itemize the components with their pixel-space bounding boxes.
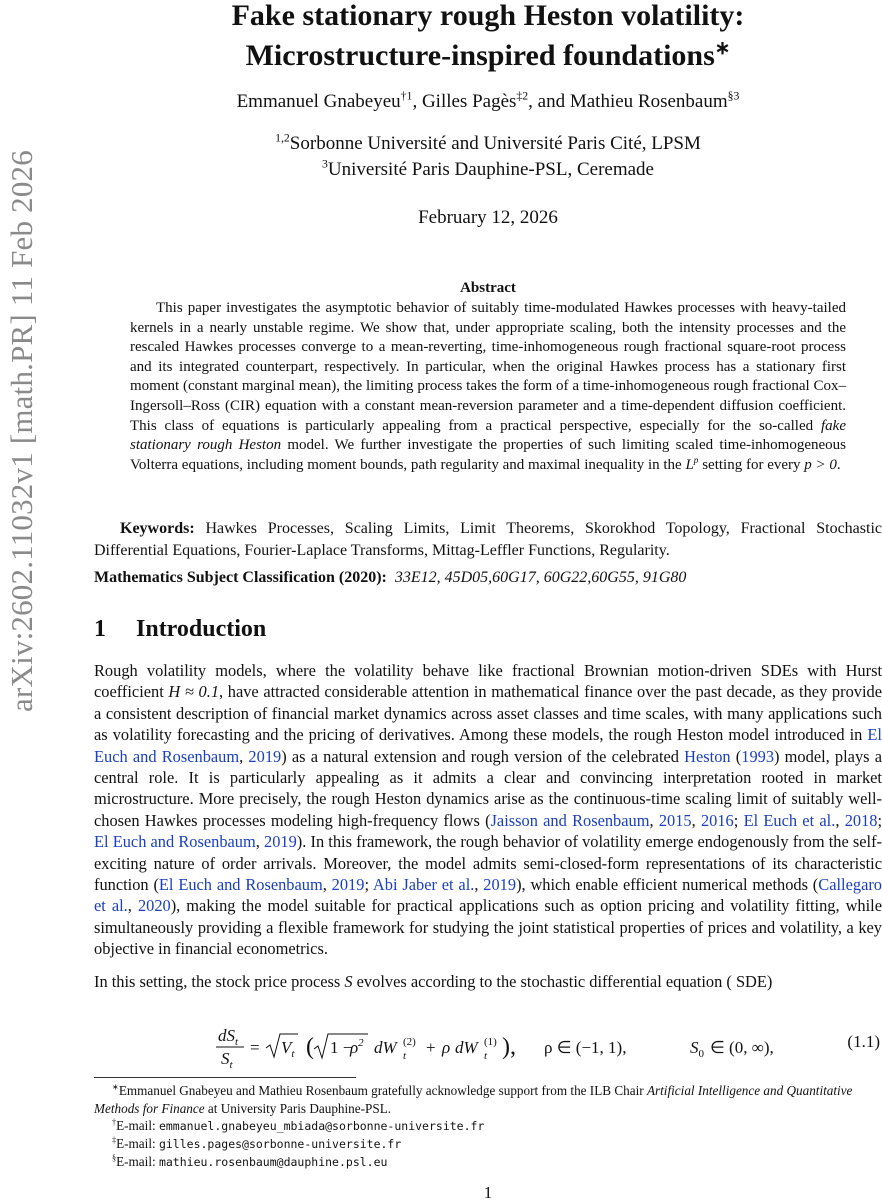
footnote-funding bbox=[94, 1082, 882, 1117]
lp-symbol: L bbox=[685, 456, 694, 473]
footnote-rule bbox=[94, 1077, 356, 1078]
citation-year-link[interactable]: 2015 bbox=[658, 810, 692, 830]
equation-body bbox=[214, 1024, 854, 1073]
section-title: Introduction bbox=[136, 616, 267, 642]
affiliation-text: Université Paris Dauphine-PSL, Ceremade bbox=[327, 159, 654, 180]
eq-dw2-subscript: t bbox=[403, 1050, 407, 1062]
author-name: Gilles Pagès bbox=[421, 91, 517, 112]
author-list bbox=[94, 90, 882, 114]
abstract-heading: Abstract bbox=[460, 280, 516, 296]
keywords-text: Hawkes Processes, Scaling Limits, Limit Theorems, Skorokhod Topology, Fractional Stochastic Differential Equations, Fourier-Laplace Transforms, Mittag-Leffler Functions, Regularity. bbox=[94, 520, 882, 559]
msc-codes: 33E12, 45D05,60G17, 60G22,60G55, 91G80 bbox=[394, 569, 687, 586]
author-separator: , bbox=[412, 91, 422, 112]
author-mark[interactable]: †1 bbox=[400, 89, 413, 103]
intro-paragraph: Rough volatility models, where the volatility behave like fractional Brownian motion-driven SDEs with Hurst coefficient H ≈ 0.1, have attracted considerable attention in mathematical finance over the past decade, as they provide a consistent description of financial market dynamics across asset classes and time scales, with many applications such as volatility forecasting and the pricing of derivatives. Among these models, the rough Heston model introduced in El Euch and Rosenbaum, 2019) as a natural extension and rough version of the celebrated Heston (1993) model, plays a central role. It is particularly appealing as it admits a clear and convincing interpretation rooted in market microstructure. More precisely, the rough Heston dynamics arise as the continuous-time scaling limit of suitably well-chosen Hawkes processes modeling high-frequency flows (Jaisson and Rosenbaum, 2015, 2016; El Euch et al., 2018; El Euch and Rosenbaum, 2019). In this framework, the rough behavior of volatility emerge endogenously from the self-exciting nature of order arrivals. Moreover, the model admits semi-closed-form representations of its characteristic function (El Euch and Rosenbaum, 2019; Abi Jaber et al., 2019), which enable efficient numerical methods (Callegaro et al., 2020), making the model suitable for practical applications such as option pricing and volatility fitting, while simultaneously providing a flexible framework for studying the joint statistical properties of prices and volatility, a key objective in financial econometrics. bbox=[94, 661, 882, 959]
citation-link[interactable]: El Euch et al. bbox=[743, 810, 836, 830]
intro-text: ), which enable efficient numerical methods ( bbox=[516, 875, 819, 895]
title-footnote-mark[interactable]: ∗ bbox=[714, 38, 731, 59]
msc-label: Mathematics Subject Classification (2020): bbox=[94, 569, 387, 586]
email-address[interactable]: emmanuel.gnabeyeu_mbiada@sorbonne-universite.fr bbox=[158, 1119, 485, 1133]
eq-rho: ρ bbox=[442, 1038, 451, 1057]
equation-svg bbox=[214, 1024, 854, 1071]
author-mark[interactable]: §3 bbox=[727, 89, 740, 103]
p-inequality: p > 0 bbox=[804, 456, 837, 473]
para-text: evolves according to the stochastic differential equation ( SDE) bbox=[352, 972, 773, 991]
eq-dw1-subscript: t bbox=[484, 1050, 488, 1062]
footnote-email bbox=[112, 1135, 882, 1154]
affiliation-mark: 1,2 bbox=[275, 131, 290, 145]
footnote-mark: ∗ bbox=[112, 1082, 119, 1092]
msc-classification bbox=[94, 569, 882, 587]
keywords-label: Keywords: bbox=[120, 520, 195, 537]
para-text: In this setting, the stock price process bbox=[94, 972, 345, 991]
citation-link[interactable]: Callegaro et al. bbox=[94, 875, 882, 916]
citation-link[interactable]: El Euch and Rosenbaum bbox=[94, 832, 256, 852]
paper-title bbox=[94, 0, 882, 76]
page-number: 1 bbox=[483, 1183, 493, 1202]
citation-year-link[interactable]: 2019 bbox=[264, 832, 297, 852]
citation-year-link[interactable]: 2018 bbox=[844, 810, 878, 830]
email-address[interactable]: mathieu.rosenbaum@dauphine.psl.eu bbox=[158, 1155, 388, 1169]
eq-rho-range: ρ ∈ (−1, 1), bbox=[544, 1038, 627, 1057]
eq-s0: $S_0$ bbox=[690, 1038, 704, 1060]
footnote-text: Emmanuel Gnabeyeu and Mathieu Rosenbaum gratefully acknowledge support from the ILB Chair bbox=[118, 1083, 647, 1098]
citation-year-link[interactable]: 2019 bbox=[331, 875, 365, 895]
equation-number: (1.1) bbox=[847, 1032, 880, 1051]
intro-text: ) as a natural extension and rough version of the celebrated bbox=[281, 746, 685, 766]
footnote-mark: ‡ bbox=[112, 1135, 117, 1145]
eq-dw2: dW bbox=[374, 1038, 397, 1057]
title-line-1: Fake stationary rough Heston volatility: bbox=[231, 0, 745, 32]
title-line-2-text: Microstructure-inspired foundations bbox=[245, 39, 715, 72]
title-line-2 bbox=[94, 36, 882, 76]
footnote-text: at University Paris Dauphine-PSL. bbox=[204, 1100, 392, 1116]
intro-text: ) model, plays a central role. It is particularly appealing as it admits a clear and convincing interpretation rooted in market microstructure. More precisely, the rough Heston dynamics arise as the continuous-time scaling limit of suitably well-chosen Hawkes processes modeling high-frequency flows ( bbox=[94, 746, 882, 830]
eq-plus: + bbox=[426, 1038, 436, 1057]
eq-vt: $V_t$ bbox=[281, 1038, 295, 1060]
citation-year-link[interactable]: 2020 bbox=[137, 896, 171, 916]
email-label: E-mail: bbox=[116, 1154, 159, 1169]
eq-dw1: dW bbox=[455, 1038, 478, 1057]
citation-link[interactable]: El Euch and Rosenbaum bbox=[158, 875, 323, 895]
intro-text: ), making the model suitable for practical applications such as option pricing and volatility fitting, while simultaneously providing a flexible framework for studying the joint statistical properties of prices and volatility, a key objective in financial econometrics. bbox=[94, 896, 882, 959]
equation-1-1 bbox=[94, 1016, 882, 1071]
section-number: 1 bbox=[94, 616, 106, 642]
affiliation bbox=[94, 158, 882, 182]
sde-intro-paragraph bbox=[94, 972, 882, 992]
eq-denominator: $S_t$ bbox=[221, 1049, 233, 1071]
eq-paren-open: ( bbox=[306, 1034, 314, 1060]
footnote-chair-name: Artificial Intelligence and Quantitative Methods for Finance bbox=[94, 1083, 853, 1116]
abstract-italic: fake stationary rough Heston bbox=[130, 417, 846, 454]
arxiv-identifier: arXiv:2602.11032v1 [math.PR] 11 Feb 2026 bbox=[4, 150, 39, 712]
footnote-email bbox=[112, 1153, 882, 1172]
author-mark[interactable]: ‡2 bbox=[516, 89, 529, 103]
affiliation-text: Sorbonne Université and Université Paris Cité, LPSM bbox=[289, 133, 701, 154]
intro-text: , have attracted considerable attention in mathematical finance over the past decade, as they provide a consistent description of financial market dynamics across asset classes and time scales, with many applications such as volatility forecasting and the pricing of derivatives. Among these models, the rough Heston model introduced in bbox=[94, 682, 882, 745]
author-name: Emmanuel Gnabeyeu bbox=[236, 91, 401, 112]
email-label: E-mail: bbox=[116, 1118, 159, 1133]
eq-one-minus: 1 − bbox=[330, 1038, 353, 1057]
publication-date: February 12, 2026 bbox=[418, 207, 558, 228]
eq-rho-squared: $\rho^2$ bbox=[350, 1037, 364, 1057]
footnote-mark: † bbox=[112, 1117, 117, 1127]
abstract-end: . bbox=[836, 456, 841, 473]
abstract-text: model. We further investigate the properties of such limiting scaled time-inhomogeneous Volterra equations, including moment bounds, path regularity and maximal inequality in the bbox=[130, 437, 846, 473]
citation-link[interactable]: Jaisson and Rosenbaum bbox=[490, 810, 650, 830]
email-address[interactable]: gilles.pages@sorbonne-universite.fr bbox=[158, 1137, 402, 1151]
keywords bbox=[94, 518, 882, 562]
author-name: Mathieu Rosenbaum bbox=[569, 91, 728, 112]
abstract-body bbox=[130, 299, 846, 475]
email-label: E-mail: bbox=[116, 1136, 159, 1151]
citation-year-link[interactable]: 2016 bbox=[700, 810, 734, 830]
citation-year-link[interactable]: 2019 bbox=[248, 746, 282, 766]
hurst-approx: H ≈ 0.1 bbox=[168, 682, 220, 702]
citation-year-link[interactable]: 1993 bbox=[741, 746, 775, 766]
section-heading bbox=[94, 616, 266, 643]
eq-equals: = bbox=[250, 1038, 260, 1057]
abstract-text: This paper investigates the asymptotic behavior of suitably time-modulated Hawkes processes with heavy-tailed kernels in a nearly unstable regime. We show that, under appropriate scaling, both the intensity processes and the rescaled Hawkes processes converge to a mean-reverting, time-inhomogeneous rough fractional square-root process and its integrated counterpart, respectively. In particular, when the original Hawkes process has a stationary first moment (constant marginal mean), the limiting process takes the form of a time-inhomogeneous rough fractional Cox–Ingersoll–Ross (CIR) equation with a constant mean-reversion parameter and a time-dependent diffusion coefficient. This class of equations is particularly appealing from a practical perspective, especially for the so-called bbox=[130, 300, 846, 434]
citation-year-link[interactable]: 2019 bbox=[483, 875, 517, 895]
eq-paren-close: ), bbox=[502, 1034, 516, 1060]
author-separator: , and bbox=[528, 91, 570, 112]
citation-link[interactable]: Heston bbox=[684, 746, 731, 766]
citation-link[interactable]: Abi Jaber et al. bbox=[372, 875, 475, 895]
eq-dw2-superscript: (2) bbox=[403, 1036, 416, 1048]
lp-exponent: p bbox=[693, 455, 699, 466]
footnote-mark: § bbox=[112, 1153, 117, 1163]
affiliation-mark: 3 bbox=[322, 157, 328, 171]
eq-numerator: $dS_t$ bbox=[218, 1026, 239, 1048]
stock-symbol: S bbox=[344, 972, 353, 991]
intro-text: ). In this framework, the rough behavior of volatility emerge endogenously from the self-exciting nature of order arrivals. Moreover, the model admits semi-closed-form representations of its characteristic function ( bbox=[94, 832, 882, 895]
affiliation bbox=[94, 132, 882, 156]
footnote-email bbox=[112, 1117, 882, 1136]
eq-dw1-superscript: (1) bbox=[484, 1036, 497, 1048]
eq-s0-range: ∈ (0, ∞), bbox=[710, 1038, 774, 1057]
intro-text: Rough volatility models, where the volatility behave like fractional Brownian motion-driven SDEs with Hurst coefficient bbox=[94, 661, 882, 702]
citation-link[interactable]: El Euch and Rosenbaum bbox=[94, 725, 882, 766]
abstract-text: setting for every bbox=[698, 456, 805, 473]
